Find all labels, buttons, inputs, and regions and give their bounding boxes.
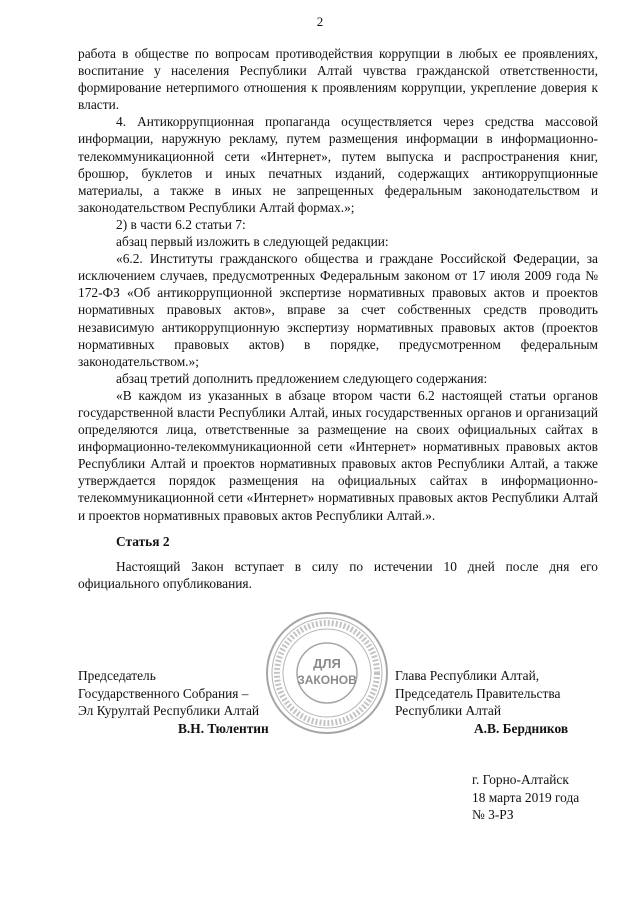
city: г. Горно-Алтайск xyxy=(472,772,569,787)
paragraph: абзац третий дополнить предложением следующего содержания: xyxy=(116,370,488,386)
law-number: № 3-РЗ xyxy=(472,807,514,822)
paragraph: абзац первый изложить в следующей редакции: xyxy=(116,234,389,250)
signature-block-left xyxy=(78,667,259,720)
signature-title-line: Государственного Собрания – xyxy=(78,685,249,701)
article-text: Настоящий Закон вступает в силу по истечении 10 дней после дня его официального опубликования. xyxy=(78,558,598,591)
place-date-block xyxy=(472,771,579,824)
page-number: 2 xyxy=(316,14,324,29)
date: 18 марта 2019 года xyxy=(472,789,580,805)
signatory-name-left: В.Н. Тюлентин xyxy=(178,721,269,736)
signature-title-line: Эл Курултай Республики Алтай xyxy=(78,703,260,718)
signature-title-line: Председатель xyxy=(78,668,156,683)
paragraph: работа в обществе по вопросам противодействия коррупции в любых ее проявлениях, воспитание у населения Республики Алтай чувства гражданской ответственности, формирование нетерпимого отношения к проявлениям коррупции, укрепление доверия к власти. xyxy=(78,46,598,113)
signature-title-line: Республики Алтай xyxy=(395,703,502,718)
signature-title-line: Глава Республики Алтай, xyxy=(395,668,540,683)
stamp-text-bottom: ЗАКОНОВ xyxy=(297,673,357,687)
stamp-text-top: ДЛЯ xyxy=(313,656,341,671)
official-stamp xyxy=(264,610,390,736)
signatory-name-right: А.В. Бердников xyxy=(474,721,569,736)
article-heading: Статья 2 xyxy=(116,533,170,549)
paragraph: «6.2. Институты гражданского общества и граждане Российской Федерации, за исключением случаев, предусмотренных Федеральным законом от 17 июля 2009 года № 172-ФЗ «Об антикоррупционной экспертизе нормативных правовых актов и проектов нормативных правовых актов», вправе за счет собственных средств проводить независимую антикоррупционную экспертизу нормативных правовых актов (проектов нормативных правовых актов) в порядке, предусмотренном федеральным законодательством.»; xyxy=(78,251,598,369)
law-text xyxy=(78,45,598,592)
paragraph: «В каждом из указанных в абзаце втором части 6.2 настоящей статьи органов государственной власти Республики Алтай, иных государственных органов и организаций определяются лица, ответственные за размещение на своих официальных сайтах в информационно-телекоммуникационной сети «Интернет» нормативных правовых актов Республики Алтай и проектов нормативных правовых актов Республики Алтай, а также утверждается порядок размещения на официальных сайтах в информационно-телекоммуникационной сети «Интернет» нормативных правовых актов Республики Алтай и проектов нормативных правовых актов Республики Алтай.». xyxy=(78,387,598,523)
signature-title-line: Председатель Правительства xyxy=(395,685,561,701)
paragraph: 2) в части 6.2 статьи 7: xyxy=(116,216,246,232)
signature-block-right xyxy=(395,667,560,720)
paragraph: 4. Антикоррупционная пропаганда осуществляется через средства массовой информации, наружную рекламу, путем размещения информации в информационно-телекоммуникационной сети «Интернет», путем выпуска и распространения книг, брошюр, буклетов и иных печатных изданий, содержащих антикоррупционные материалы, а также в иных не запрещенных федеральным законодательством и законодательством Республики Алтай формах.»; xyxy=(78,114,598,215)
